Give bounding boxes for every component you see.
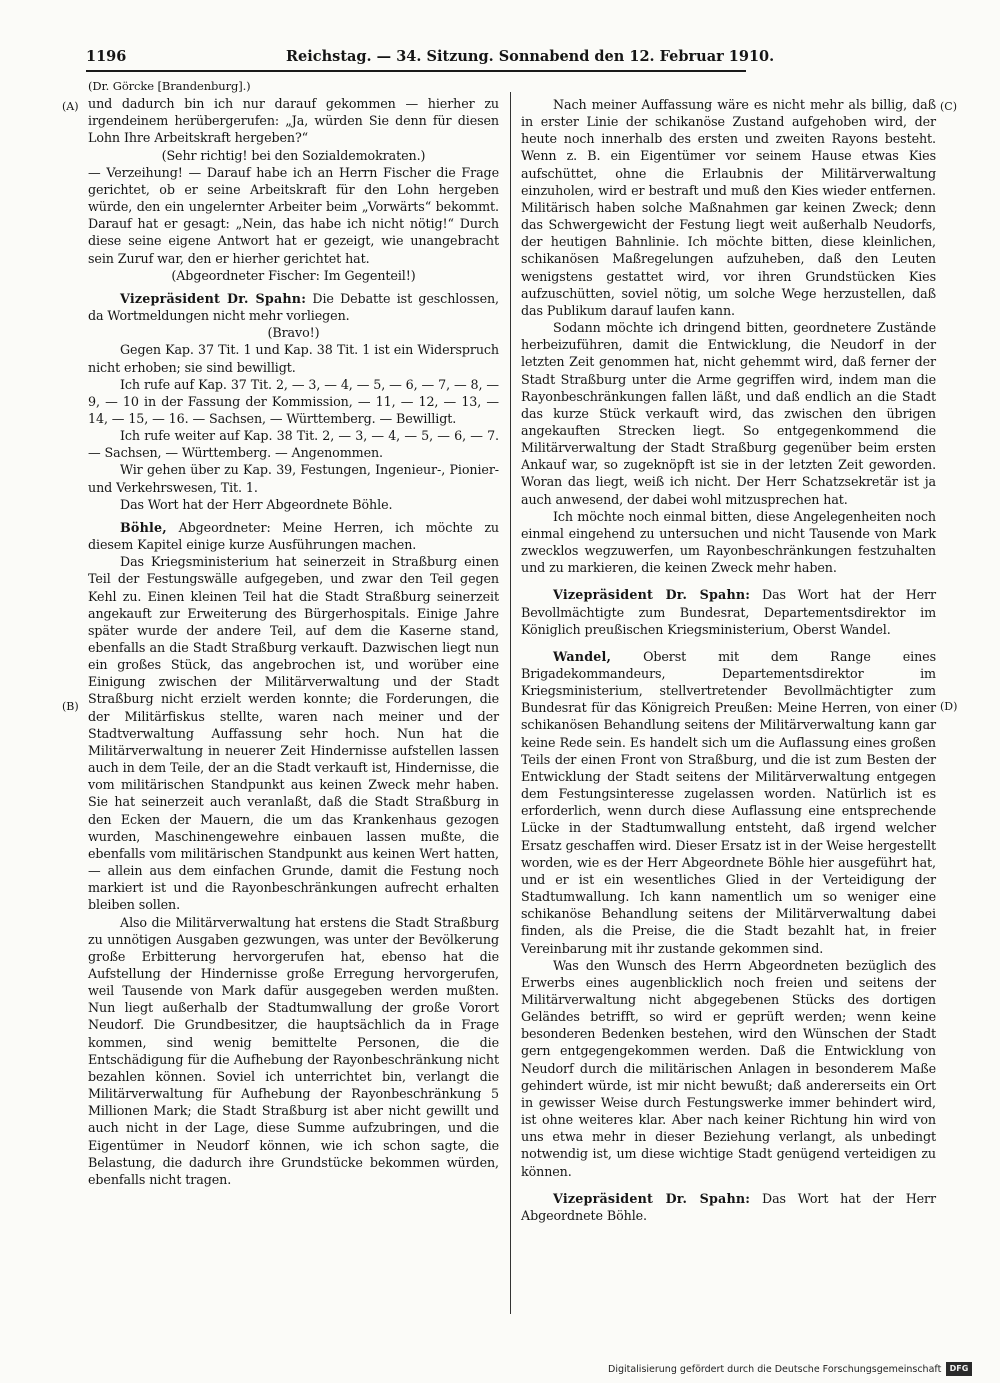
paragraph: Das Wort hat der Herr Abgeordnete Böhle. [120,496,393,512]
paragraph: Das Kriegsministerium hat seinerzeit in Straßburg einen Teil der Festungswälle aufgegeben, und zwar den Teil gegen Kehl zu. Einen kleinen Teil hat die Stadt Straßburg seinerzeit angekauft zur Erweiterung des Bürgerhospitals. Einige Jahre später wurde der andere Teil, auf dem die Kaserne stand, ebenfalls an die Stadt Straßburg verkauft. Dazwischen liegt nun ein großes Stück, das angebrochen ist, und worüber eine Einigung zwischen der Militärverwaltung und der Stadt Straßburg nicht erzielt werden konnte; die Forderungen, die der Militärfiskus stellte, waren nach meiner und der Stadtverwaltung Auffassung sehr hoch. Nun hat die Militärverwaltung in neuerer Zeit Hindernisse aufstellen lassen auch in dem Teile, der an die Stadt verkauft ist, Hindernisse, die vom militärischen Standpunkt aus keinen Zweck mehr haben. Sie hat seinerzeit auch veranlaßt, daß die Stadt Straßburg in den Ecken der Mauern, die um das Krankenhaus gezogen wurden, Maschinengewehre einbauen lassen mußte, die ebenfalls vom militärischen Standpunkt aus keinen Wert hatten, — allein aus dem einfachen Grunde, damit die Festung noch markiert ist und die Rayonbeschränkungen aufrecht erhalten bleiben sollen. [88,554,499,913]
speech-boehle [88,519,499,553]
paragraph: Wir gehen über zu Kap. 39, Festungen, Ingenieur-, Pionier- und Verkehrswesen, Tit. 1. [88,462,499,495]
paragraph: Sodann möchte ich dringend bitten, geordnetere Zustände herbeizuführen, damit die Entwicklung, die Neudorf in der letzten Zeit genommen hat, nicht gehemmt wird, daß ferner der Stadt Straßburg unter die Arme gegriffen wird, indem man die Rayonbeschränkungen fallen läßt, und daß endlich an die Stadt das kurze Stück verkauft wird, das zwischen den übrigen angekauften Strecken liegt. So entgegenkommend die Militärverwaltung der Stadt Straßburg gegenüber beim ersten Ankauf war, so zugeknöpft ist sie in der letzten Zeit geworden. Woran das liegt, weiß ich nicht. Der Herr Schatzsekretär ist ja auch anwesend, der dabei wohl mitzusprechen hat. [521,320,936,507]
speech-text: Oberst mit dem Range eines Brigadekommandeurs, Departementsdirektor im Kriegsministerium, stellvertretender Bevollmächtigter zum Bundesrat für das Königreich Preußen: Meine Herren, von einer schikanösen Behandlung seitens der Militärverwaltung kann gar keine Rede sein. Es handelt sich um die Auflassung eines großen Teils der einen Front von Straßburg, und die ist zum Besten der Entwicklung der Stadt seitens der Militärverwaltung entgegen dem Festungsinteresse zugelassen worden. Natürlich ist es erforderlich, wenn durch diese Auflassung eine entsprechende Lücke in der Stadtumwallung entsteht, daß irgend welcher Ersatz geschaffen wird. Dieser Ersatz ist in der Weise hergestellt worden, wie es der Herr Abgeordnete Böhle hier ausgeführt hat, und er ist ein wesentliches Glied in der Verteidigung der Stadtumwallung. Ich kann namentlich um so weniger eine schikanöse Behandlung seitens der Militärverwaltung dabei finden, als die Preise, die die Stadt bezahlt hat, in freier Vereinbarung mit ihr zustande gekommen sind. [521,648,936,956]
paragraph: Ich rufe weiter auf Kap. 38 Tit. 2, — 3, — 4, — 5, — 6, — 7. — Sachsen, — Württemberg. — Angenommen. [88,428,499,461]
page-number: 1196 [86,48,127,65]
paragraph: Was den Wunsch des Herrn Abgeordneten bezüglich des Erwerbs eines augenblicklich noch freien und seitens der Militärverwaltung nicht abgegebenen Stücks des dortigen Geländes betrifft, so wird er geprüft werden; wenn keine besonderen Bedenken bestehen, wird den Wünschen der Stadt gern entgegengekommen werden. Daß die Entwicklung von Neudorf durch die militärischen Anlagen in besonderem Maße gehindert würde, ist mir nicht bewußt; daß andererseits ein Ort in gewisser Weise durch Festungswerke immer behindert wird, ist ohne weiteres klar. Aber nach keiner Richtung hin wird von uns etwa mehr in dieser Beziehung verlangt, als unbedingt notwendig ist, um diese wichtige Stadt genügend verteidigen zu können. [521,957,936,1179]
speech-text: Das Wort hat der Herr Bevollmächtigte zum Bundesrat, Departementsdirektor im Königlich preußischen Kriegsministerium, Oberst Wandel. [521,587,936,637]
interjection: (Bravo!) [267,325,320,341]
column-divider [510,92,511,1314]
dfg-logo: DFG [946,1362,972,1376]
paragraph: Ich möchte noch einmal bitten, diese Angelegenheiten noch einmal eingehend zu untersuchen und nicht Tausende von Mark zwecklos wegzuwerfen, um Rayonbeschränkungen festzuhalten und zu markieren, die keinen Zweck mehr haben. [521,508,936,576]
speech-vizepraesident [88,290,499,324]
speaker-name: Böhle, [120,519,167,535]
paragraph: Nach meiner Auffassung wäre es nicht mehr als billig, daß in erster Linie der schikanöse Zustand aufgehoben wird, der heute noch innerhalb des ersten und zweiten Rayons besteht. Wenn z. B. ein Eigentümer vor seinem Hause etwas Kies aufschüttet, ohne die Erlaubnis der Militärverwaltung einzuholen, wird er bestraft und muß den Kies wieder entfernen. Militärisch haben solche Maßnahmen gar keinen Zweck; denn das Schwergewicht der Festung liegt weit außerhalb Neudorfs, der heutigen Bahnlinie. Ich möchte bitten, diese kleinlichen, schikanösen Maßregelungen aufzuheben, daß den Leuten wenigstens gestattet wird, vor ihren Grundstücken Kies aufzuschütten, soviel nötig, um solche Wege herzustellen, daß das Publikum darauf laufen kann. [521,97,936,318]
paragraph: Ich rufe auf Kap. 37 Tit. 2, — 3, — 4, — 5, — 6, — 7, — 8, — 9, — 10 in der Fassung der Kommission, — 11, — 12, — 13, — 14, — 15, — 16. — Sachsen, — Württemberg. — Bewilligt. [88,376,499,426]
speech-vizepraesident [521,586,936,637]
margin-mark-b: (B) [62,700,79,713]
margin-mark-a: (A) [62,100,79,113]
speaker-name: Wandel, [553,648,612,664]
speech-text: Die Debatte ist geschlossen, da Wortmeldungen nicht mehr vorliegen. [88,290,499,324]
speaker-reference: (Dr. Görcke [Brandenburg].) [88,79,251,93]
speaker-name: Vizepräsident Dr. Spahn: [120,290,307,306]
speech-vizepraesident [521,1190,936,1224]
speech-text: Abgeordneter: Meine Herren, ich möchte zu diesem Kapitel einige kurze Ausführungen machen. [88,519,499,553]
header-rule [86,70,746,72]
right-column [521,96,936,1224]
speaker-name: Vizepräsident Dr. Spahn: [553,1190,751,1206]
digitization-credit: Digitalisierung gefördert durch die Deutsche Forschungsgemeinschaft [608,1364,942,1375]
margin-mark-d: (D) [940,700,958,713]
paragraph: Gegen Kap. 37 Tit. 1 und Kap. 38 Tit. 1 ist ein Widerspruch nicht erhoben; sie sind bewilligt. [88,342,499,375]
interjection: (Sehr richtig! bei den Sozialdemokraten.) [161,147,426,163]
interjection: (Abgeordneter Fischer: Im Gegenteil!) [171,267,416,283]
margin-mark-c: (C) [940,100,957,113]
paragraph: Also die Militärverwaltung hat erstens die Stadt Straßburg zu unnötigen Ausgaben gezwungen, was unter der Bevölkerung große Erbitterung hervorgerufen hat, ebenso hat die Aufstellung der Hindernisse große Erregung hervorgerufen, weil Tausende von Mark dafür ausgegeben werden mußten. Nun liegt außerhalb der Stadtumwallung der große Vorort Neudorf. Die Grundbesitzer, die hauptsächlich da in Frage kommen, sind wenig bemittelte Personen, die die Entschädigung für die Aufhebung der Rayonbeschränkung nicht bezahlen können. Soviel ich unterrichtet bin, verlangt die Militärverwaltung für Aufhebung der Rayonbeschränkung 5 Millionen Mark; die Stadt Straßburg ist aber nicht gewillt und auch nicht in der Lage, diese Summe aufzubringen, und die Eigentümer in Neudorf können, wie ich schon sagte, die Belastung, die dadurch ihre Grundstücke bekommen würden, ebenfalls nicht tragen. [88,914,499,1187]
paragraph: und dadurch bin ich nur darauf gekommen — hierher zu irgendeinem herübergerufen: „Ja, würden Sie denn für diesen Lohn Ihre Arbeitskraft hergeben?“ [88,96,499,146]
speech-wandel [521,648,936,957]
page-title: Reichstag. — 34. Sitzung. Sonnabend den 12. Februar 1910. [286,48,775,65]
speaker-name: Vizepräsident Dr. Spahn: [553,587,751,603]
left-column [88,78,499,1188]
speech-text: Das Wort hat der Herr Abgeordnete Böhle. [521,1190,936,1223]
paragraph: — Verzeihung! — Darauf habe ich an Herrn Fischer die Frage gerichtet, ob er seine Arbeitskraft für den Lohn hergeben würde, den ein ungelernter Arbeiter beim „Vorwärts“ bekommt. Darauf hat er gesagt: „Nein, das habe ich nicht nötig!“ Durch diese seine eigene Antwort hat er gezeigt, wie unangebracht sein Zuruf war, den er hierher gerichtet hat. [88,164,499,266]
